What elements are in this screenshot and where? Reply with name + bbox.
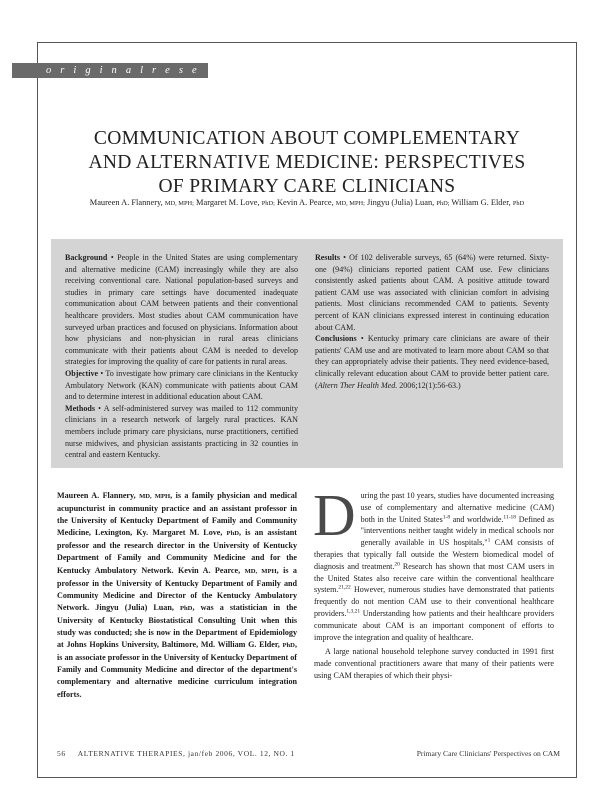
bio-name: Jingyu (Julia) Luan, [95,602,174,612]
abstract-conclusions: Conclusions • Kentucky primary care clinicians are aware of their patients' CAM use and are motivated to learn more about CAM so that they can appropriately advise their patients. They need evidence-based, clinically relevant education about CAM to provide better patient care. (Altern Ther Health Med. 2006;12(1):56-63.) [315,334,550,390]
body-paragraph [313,482,555,643]
results-text: Of 102 deliverable surveys, 65 (64%) were returned. Sixty-one (94%) clinicians reported patient CAM use. Few clinicians consistently asked patients about CAM. A positive attitude toward patient CAM use was associated with clinician comfort in advising patients. Most clinicians recommended CAM to patients. Seventy percent of KAN clinicians expressed interest in continuing education about CAM. [315,253,550,332]
bio-text: , was a statistician in the University of Kentucky Biostatistical Consulting Unit when this study was conducted; she is now in the Department of Epidemiology at Johns Hopkins University, Baltimore, Md. [57,602,297,650]
bio-name: Maureen A. Flannery, [57,491,136,500]
body-text: Defined as "interventions neither taught widely in medical schools nor generally available in US hospitals," [360,514,554,548]
reference-marker: 21,22 [338,584,351,591]
body-text: and worldwide. [450,514,504,524]
bio-text: , is a professor in the University of Kentucky Department of Family and Community Medicine and Director of the Kentucky Ambulatory Network. [57,565,297,612]
author-name: Margaret M. Love, [196,198,260,207]
bio-degrees: PhD [179,604,193,612]
bio-text: , is a family physician and medical acupuncturist in community practice and an assistant professor in the University of Kentucky Department of Family and Community Medicine, Lexington, Ky. [57,491,297,538]
bio-text: , is an associate professor in the University of Kentucky Department of Family and Community Medicine and director of the department's complementary and alternative medicine curriculum integration efforts. [57,640,297,699]
bio-degrees: PhD [226,530,240,538]
background-text: People in the United States are using complementary and alternative medicine (CAM) increasingly while they are also receiving conventional care. National population-based surveys and studies in primary care settings have documented inadequate communication about CAM between patients and their conventional healthcare providers. Most studies about CAM communication have surveyed urban practices and focused on physicians. Information about how physicians and non-physician in rural areas clinicians communicate with their patients about CAM is needed to develop strategies for improving the quality of care for patients in rural areas. [65,253,298,367]
author-bios [57,490,297,701]
footer-journal [57,749,295,758]
journal-info: ALTERNATIVE THERAPIES, jan/feb 2006, VOL. 12, NO. 1 [77,749,295,758]
methods-text: A self-administered survey was mailed to 112 community clinicians in a research network of largely rural practices. KAN members include primary care physicians, nurse practitioners, certified nurse midwives, and physician assistants practicing in 32 counties in central and eastern Kentucky. [65,403,298,460]
bio-degrees: MD, MPH [139,493,171,500]
background-label: Background [65,253,108,262]
conclusions-label: Conclusions [315,334,357,344]
abstract-methods: Methods • A self-administered survey was mailed to 112 community clinicians in a research network of largely rural practices. KAN members include primary care physicians, nurse practitioners, certified nurse midwives, and physician assistants practicing in 32 counties in central and eastern Kentucky. [65,403,298,460]
body-text: Understanding how patients and their healthcare providers communicate about CAM is an important component of efforts to improve the integration and quality of healthcare. [314,608,554,642]
objective-text: To investigate how primary care clinicians in the Kentucky Ambulatory Network (KAN) communicate with patients about CAM and to determine interest in additional education about CAM. [65,368,299,402]
body-text: Research has shown that most CAM users in the United States also receive care within the conventional healthcare system. [314,561,555,595]
methods-label: Methods [65,403,95,413]
body-text: CAM consists of therapies that typically fall outside the Western biomedical model of diagnosis and treatment. [314,538,554,571]
objective-label: Objective [65,368,99,378]
page-number: 56 [57,749,66,758]
citation-journal: Altern Ther Health Med. [317,380,398,390]
body-paragraph: A large national household telephone survey conducted in 1991 first made conventional practitioners aware that many of their patients were using CAM therapies of which their physi- [314,647,554,680]
abstract-objective: Objective • To investigate how primary care clinicians in the Kentucky Ambulatory Network (KAN) communicate with patients about CAM and to determine interest in additional education about CAM. [65,368,299,402]
abstract-box [51,239,563,468]
abstract-column-left [65,252,298,461]
reference-marker: 1-8 [442,513,451,520]
bio-name: William G. Elder, [217,640,280,650]
author-degrees: PhD; [261,200,275,207]
title-line: OF PRIMARY CARE CLINICIANS [158,176,456,197]
abstract-background: Background • People in the United States are using complementary and alternative medicine (CAM) increasingly while they are also receiving conventional care. National population-based surveys and studies in primary care settings have documented inadequate communication about CAM between patients and their conventional healthcare providers. Most studies about CAM communication have surveyed urban practices and focused on physicians. Information about how physicians and non-physician in rural areas clinicians communicate with their patients about CAM is needed to develop strategies for improving the quality of care for patients in rural areas. [65,253,298,367]
body-column [313,482,555,682]
reference-marker: 1,3,21 [346,608,361,615]
conclusions-text: Kentucky primary care clinicians are aware of their patients' CAM use and are motivated to learn more about CAM so that they can appropriately advise their patients. They need evidence-based, clinically relevant education about CAM to provide better patient care. [315,334,550,378]
reference-marker: 1 [487,537,491,544]
bio-degrees: MD, MPH [244,567,277,575]
body-text: uring the past 10 years, studies have documented increasing use of complementary and alternative medicine (CAM) both in the United States [360,491,554,524]
body-text: However, numerous studies have demonstrated that patients frequently do not mention CAM use to their conventional healthcare providers. [314,585,554,618]
author-name: William G. Elder, [451,198,511,207]
author-name: Maureen A. Flannery, [89,198,163,207]
bio-name: Margaret M. Love, [152,528,223,538]
drop-cap: D [313,482,356,548]
citation-details: 2006;12(1):56-63.) [397,380,461,390]
abstract-column-right [315,252,549,391]
reference-marker: 11-18 [503,513,517,520]
author-degrees: PhD; [436,200,450,207]
reference-marker: 20 [394,561,400,568]
author-name: Jingyu (Julia) Luan, [367,198,435,207]
title-line: AND ALTERNATIVE MEDICINE: PERSPECTIVES [88,152,526,173]
article-title [60,127,554,199]
author-degrees: PhD [512,200,525,207]
author-list [50,198,564,207]
author-degrees: MD, MPH; [164,200,194,207]
bio-text: , is an assistant professor and the research director in the University of Kentucky Department of Family and Community Medicine and for the Kentucky Ambulatory Network. [57,528,298,575]
bio-degrees: PhD [282,642,295,650]
author-name: Kevin A. Pearce, [276,198,334,207]
citation-open: ( [315,380,318,390]
running-title: Primary Care Clinicians' Perspectives on CAM [416,749,560,758]
bio-name: Kevin A. Pearce, [177,565,241,575]
title-line: COMMUNICATION ABOUT COMPLEMENTARY [93,128,521,149]
section-tag: o r i g i n a l r e s e a r c h [12,63,208,78]
author-degrees: MD, MPH; [335,200,365,207]
abstract-results: Results • Of 102 deliverable surveys, 65 (64%) were returned. Sixty-one (94%) clinicians reported patient CAM use. Few clinicians consistently asked patients about CAM. A positive attitude toward patient CAM use was associated with clinician comfort in advising patients. Most clinicians recommended CAM to patients. Seventy percent of KAN clinicians expressed interest in continuing education about CAM. [315,253,550,332]
results-label: Results [315,253,341,262]
